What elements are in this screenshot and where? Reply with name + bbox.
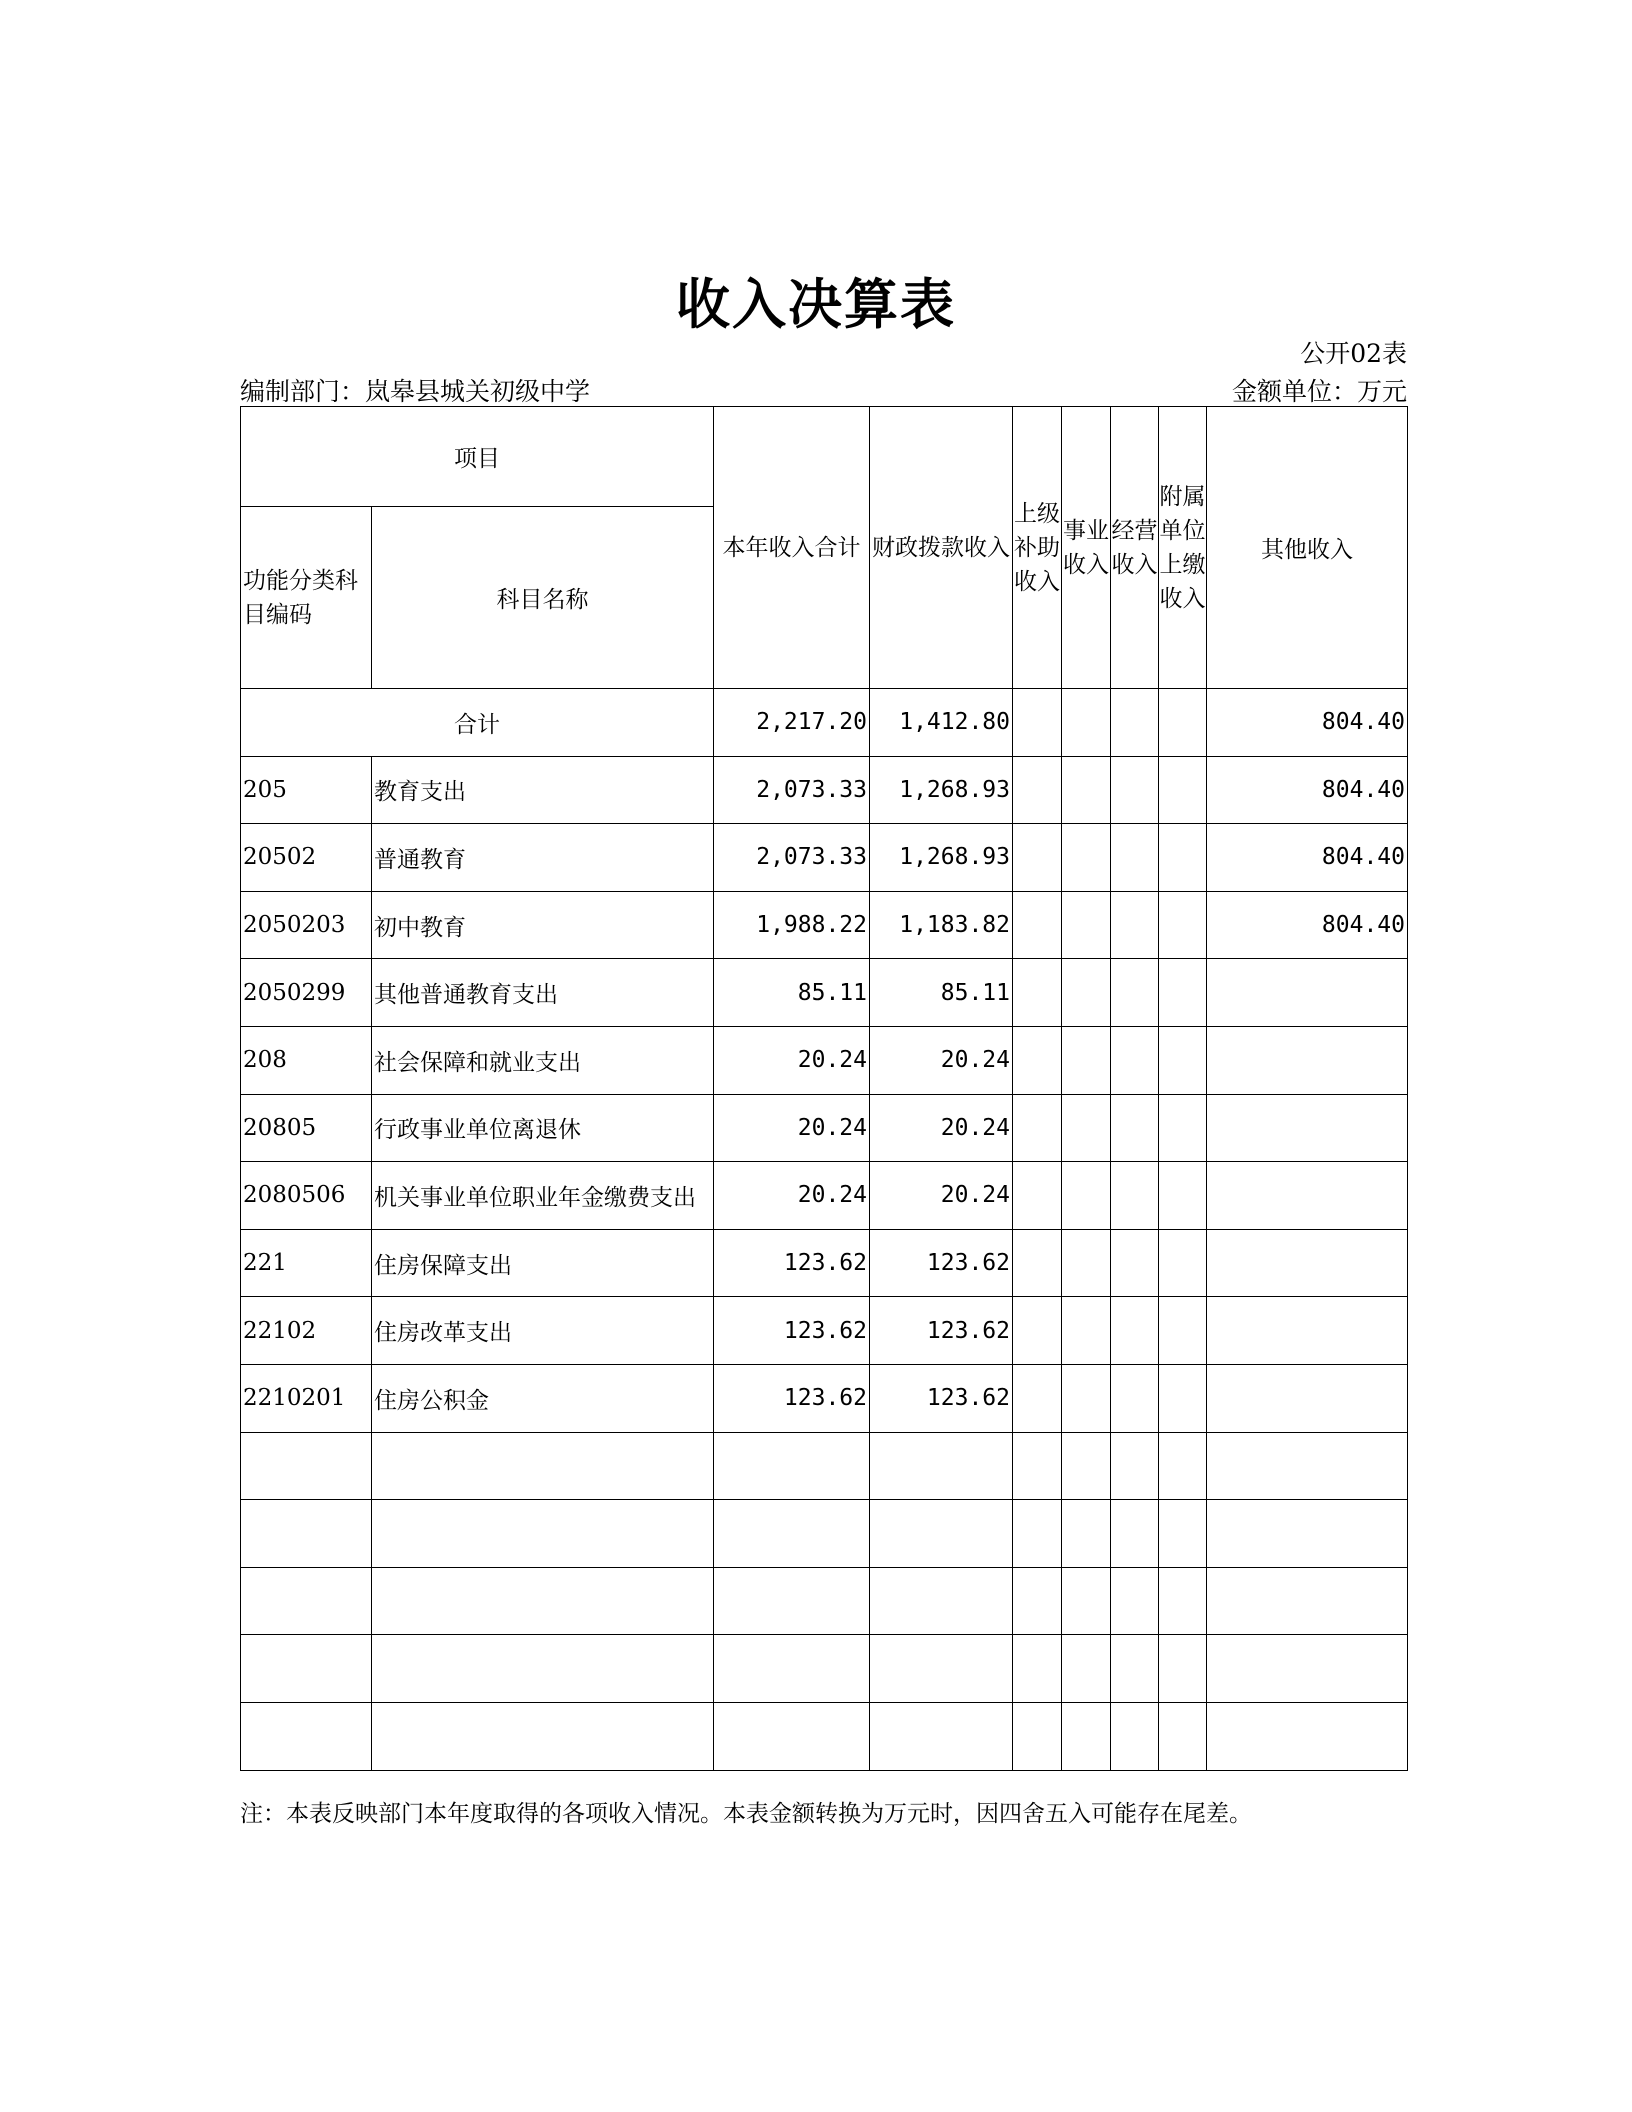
table-row [241, 1364, 1408, 1432]
superior-cell [1013, 1229, 1062, 1297]
name-cell: 机关事业单位职业年金缴费支出 [372, 1162, 714, 1230]
superior-cell [1013, 1500, 1062, 1568]
header-fiscal: 财政拨款收入 [870, 407, 1013, 689]
income-table [240, 406, 1408, 1771]
operating-cell [1111, 1635, 1159, 1703]
affiliated-cell [1159, 1229, 1207, 1297]
business-cell [1062, 1500, 1111, 1568]
other-cell [1207, 1162, 1408, 1230]
superior-cell [1013, 1094, 1062, 1162]
page-title: 收入决算表 [676, 272, 956, 336]
table-row [241, 824, 1408, 892]
fiscal-cell: 1,412.80 [870, 689, 1013, 757]
total-cell: 123.62 [714, 1229, 870, 1297]
superior-cell [1013, 1432, 1062, 1500]
other-cell [1207, 1635, 1408, 1703]
operating-cell [1111, 1364, 1159, 1432]
table-row [241, 1297, 1408, 1365]
code-cell [241, 1432, 372, 1500]
business-cell [1062, 1702, 1111, 1770]
fiscal-cell: 20.24 [870, 1026, 1013, 1094]
superior-cell [1013, 891, 1062, 959]
affiliated-cell [1159, 1567, 1207, 1635]
table-row [241, 1635, 1408, 1703]
business-cell [1062, 959, 1111, 1027]
table-row [241, 1162, 1408, 1230]
business-cell [1062, 1364, 1111, 1432]
header-row-1 [241, 407, 1408, 507]
name-cell [372, 1500, 714, 1568]
fiscal-cell: 123.62 [870, 1297, 1013, 1365]
name-cell: 其他普通教育支出 [372, 959, 714, 1027]
business-cell [1062, 1297, 1111, 1365]
business-cell [1062, 1229, 1111, 1297]
table-row [241, 1094, 1408, 1162]
table-row [241, 1432, 1408, 1500]
total-cell: 123.62 [714, 1297, 870, 1365]
fiscal-cell: 1,268.93 [870, 756, 1013, 824]
operating-cell [1111, 1702, 1159, 1770]
total-cell [714, 1567, 870, 1635]
business-cell [1062, 824, 1111, 892]
fiscal-cell: 123.62 [870, 1229, 1013, 1297]
total-cell: 2,073.33 [714, 756, 870, 824]
superior-cell [1013, 1364, 1062, 1432]
table-row [241, 1702, 1408, 1770]
other-cell: 804.40 [1207, 689, 1408, 757]
header-name: 科目名称 [372, 507, 714, 689]
operating-cell [1111, 1297, 1159, 1365]
affiliated-cell [1159, 959, 1207, 1027]
affiliated-cell [1159, 1702, 1207, 1770]
name-cell [372, 1635, 714, 1703]
name-cell [372, 1702, 714, 1770]
name-cell [372, 1432, 714, 1500]
code-cell: 20805 [241, 1094, 372, 1162]
superior-cell [1013, 1162, 1062, 1230]
superior-cell [1013, 1297, 1062, 1365]
affiliated-cell [1159, 689, 1207, 757]
business-cell [1062, 1635, 1111, 1703]
total-cell: 85.11 [714, 959, 870, 1027]
affiliated-cell [1159, 1094, 1207, 1162]
affiliated-cell [1159, 1297, 1207, 1365]
operating-cell [1111, 891, 1159, 959]
other-cell: 804.40 [1207, 756, 1408, 824]
name-cell: 初中教育 [372, 891, 714, 959]
operating-cell [1111, 689, 1159, 757]
affiliated-cell [1159, 1026, 1207, 1094]
other-cell [1207, 959, 1408, 1027]
code-cell [241, 1635, 372, 1703]
code-cell: 221 [241, 1229, 372, 1297]
other-cell [1207, 1229, 1408, 1297]
fiscal-cell: 1,183.82 [870, 891, 1013, 959]
business-cell [1062, 1567, 1111, 1635]
affiliated-cell [1159, 1432, 1207, 1500]
fiscal-cell: 20.24 [870, 1094, 1013, 1162]
operating-cell [1111, 1500, 1159, 1568]
affiliated-cell [1159, 756, 1207, 824]
superior-cell [1013, 959, 1062, 1027]
other-cell [1207, 1567, 1408, 1635]
header-business: 事业收入 [1062, 407, 1111, 689]
fiscal-cell: 123.62 [870, 1364, 1013, 1432]
fiscal-cell: 85.11 [870, 959, 1013, 1027]
table-row [241, 891, 1408, 959]
business-cell [1062, 689, 1111, 757]
fiscal-cell [870, 1702, 1013, 1770]
total-cell: 2,073.33 [714, 824, 870, 892]
name-cell: 行政事业单位离退休 [372, 1094, 714, 1162]
name-cell: 住房保障支出 [372, 1229, 714, 1297]
operating-cell [1111, 756, 1159, 824]
business-cell [1062, 891, 1111, 959]
code-cell: 2080506 [241, 1162, 372, 1230]
code-cell: 22102 [241, 1297, 372, 1365]
form-number: 公开02表 [1300, 339, 1407, 368]
unit-label: 金额单位：万元 [1231, 377, 1407, 406]
table-row [241, 1026, 1408, 1094]
operating-cell [1111, 1026, 1159, 1094]
superior-cell [1013, 1635, 1062, 1703]
name-cell: 住房改革支出 [372, 1297, 714, 1365]
business-cell [1062, 1162, 1111, 1230]
table-row [241, 756, 1408, 824]
other-cell [1207, 1500, 1408, 1568]
business-cell [1062, 1432, 1111, 1500]
total-cell: 20.24 [714, 1094, 870, 1162]
total-cell: 1,988.22 [714, 891, 870, 959]
header-affiliated: 附属单位上缴收入 [1159, 407, 1207, 689]
total-row [241, 689, 1408, 757]
operating-cell [1111, 1094, 1159, 1162]
affiliated-cell [1159, 824, 1207, 892]
total-label: 合计 [241, 689, 714, 757]
code-cell [241, 1702, 372, 1770]
superior-cell [1013, 689, 1062, 757]
other-cell [1207, 1026, 1408, 1094]
other-cell [1207, 1702, 1408, 1770]
superior-cell [1013, 1702, 1062, 1770]
operating-cell [1111, 824, 1159, 892]
code-cell: 2210201 [241, 1364, 372, 1432]
business-cell [1062, 756, 1111, 824]
other-cell [1207, 1432, 1408, 1500]
header-code: 功能分类科目编码 [241, 507, 372, 689]
footnote: 注：本表反映部门本年度取得的各项收入情况。本表金额转换为万元时，因四舍五入可能存在尾差。 [240, 1801, 1252, 1827]
header-operating: 经营收入 [1111, 407, 1159, 689]
operating-cell [1111, 1162, 1159, 1230]
operating-cell [1111, 1432, 1159, 1500]
name-cell: 教育支出 [372, 756, 714, 824]
superior-cell [1013, 1026, 1062, 1094]
other-cell [1207, 1297, 1408, 1365]
superior-cell [1013, 824, 1062, 892]
total-cell [714, 1500, 870, 1568]
table-row [241, 1567, 1408, 1635]
name-cell [372, 1567, 714, 1635]
other-cell: 804.40 [1207, 824, 1408, 892]
table-row [241, 1229, 1408, 1297]
name-cell: 普通教育 [372, 824, 714, 892]
superior-cell [1013, 756, 1062, 824]
total-cell [714, 1432, 870, 1500]
code-cell: 208 [241, 1026, 372, 1094]
name-cell: 住房公积金 [372, 1364, 714, 1432]
code-cell [241, 1500, 372, 1568]
table-row [241, 959, 1408, 1027]
affiliated-cell [1159, 1635, 1207, 1703]
operating-cell [1111, 959, 1159, 1027]
fiscal-cell [870, 1500, 1013, 1568]
affiliated-cell [1159, 1162, 1207, 1230]
name-cell: 社会保障和就业支出 [372, 1026, 714, 1094]
other-cell [1207, 1094, 1408, 1162]
total-cell: 123.62 [714, 1364, 870, 1432]
operating-cell [1111, 1229, 1159, 1297]
code-cell: 2050203 [241, 891, 372, 959]
header-superior: 上级补助收入 [1013, 407, 1062, 689]
total-cell [714, 1702, 870, 1770]
business-cell [1062, 1094, 1111, 1162]
operating-cell [1111, 1567, 1159, 1635]
affiliated-cell [1159, 891, 1207, 959]
superior-cell [1013, 1567, 1062, 1635]
code-cell: 2050299 [241, 959, 372, 1027]
department-label: 编制部门：岚皋县城关初级中学 [240, 377, 591, 406]
total-cell: 2,217.20 [714, 689, 870, 757]
other-cell: 804.40 [1207, 891, 1408, 959]
fiscal-cell: 20.24 [870, 1162, 1013, 1230]
header-other: 其他收入 [1207, 407, 1408, 689]
fiscal-cell [870, 1432, 1013, 1500]
affiliated-cell [1159, 1364, 1207, 1432]
total-cell: 20.24 [714, 1162, 870, 1230]
code-cell: 205 [241, 756, 372, 824]
table-row [241, 1500, 1408, 1568]
fiscal-cell [870, 1567, 1013, 1635]
total-cell: 20.24 [714, 1026, 870, 1094]
affiliated-cell [1159, 1500, 1207, 1568]
other-cell [1207, 1364, 1408, 1432]
header-total: 本年收入合计 [714, 407, 870, 689]
code-cell [241, 1567, 372, 1635]
header-project: 项目 [241, 407, 714, 507]
fiscal-cell: 1,268.93 [870, 824, 1013, 892]
business-cell [1062, 1026, 1111, 1094]
code-cell: 20502 [241, 824, 372, 892]
fiscal-cell [870, 1635, 1013, 1703]
total-cell [714, 1635, 870, 1703]
